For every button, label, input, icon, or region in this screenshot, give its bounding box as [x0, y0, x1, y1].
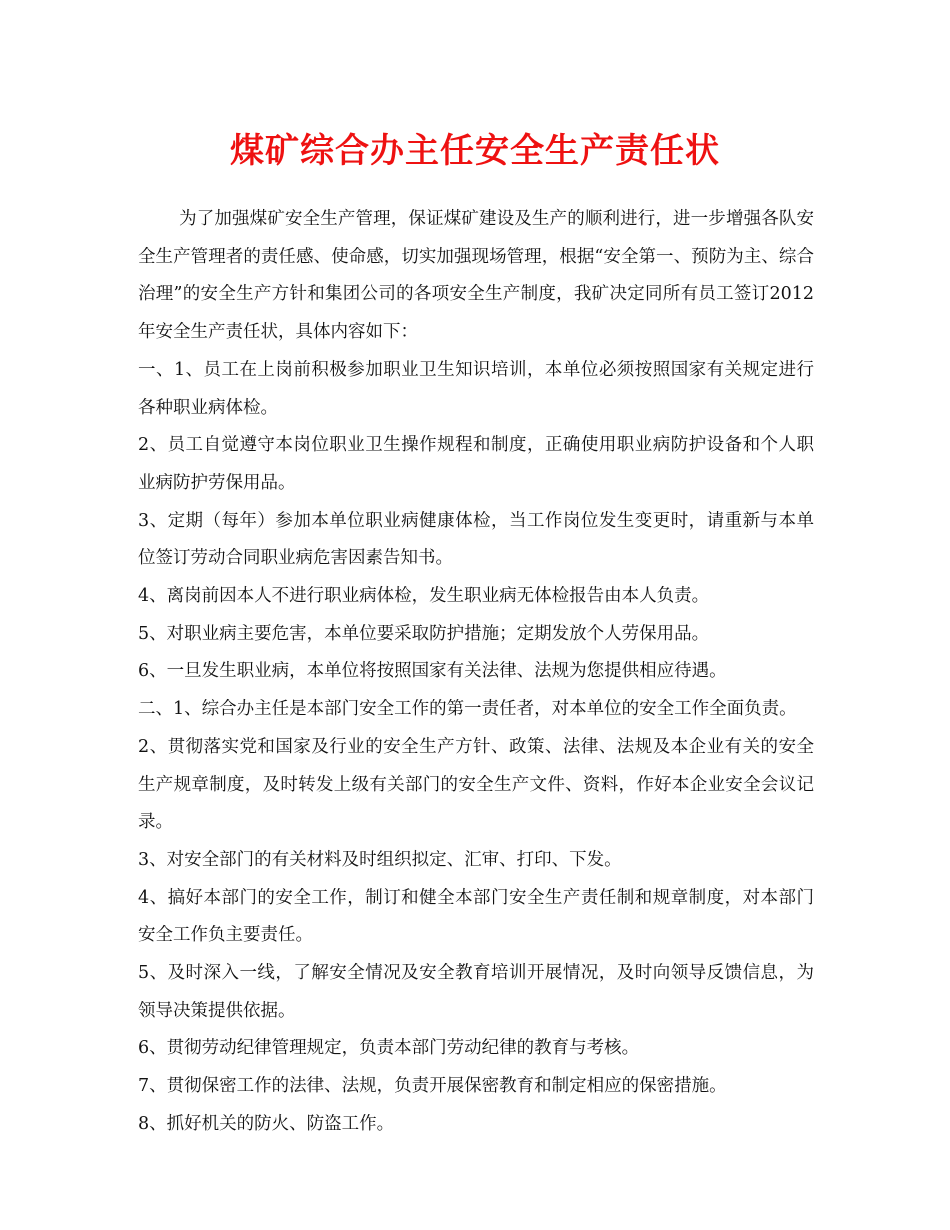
paragraph-section2-item2: 2、贯彻落实党和国家及行业的安全生产方针、政策、法律、法规及本企业有关的安全生产规章制度，及时转发上级有关部门的安全生产文件、资料，作好本企业安全会议记录。 — [138, 736, 814, 833]
paragraph-section2-item8: 8、抓好机关的防火、防盗工作。 — [138, 1113, 395, 1134]
paragraph-section1-item1: 一、1、员工在上岗前积极参加职业卫生知识培训，本单位必须按照国家有关规定进行各种职业病体检。 — [138, 359, 814, 418]
paragraph-section2-item1: 二、1、综合办主任是本部门安全工作的第一责任者，对本单位的安全工作全面负责。 — [138, 699, 797, 720]
paragraph-section2-item4: 4、搞好本部门的安全工作，制订和健全本部门安全生产责任制和规章制度，对本部门安全工作负主要责任。 — [138, 887, 814, 946]
paragraph-section2-item6: 6、贯彻劳动纪律管理规定，负责本部门劳动纪律的教育与考核。 — [138, 1038, 640, 1059]
paragraph-section1-item4: 4、离岗前因本人不进行职业病体检，发生职业病无体检报告由本人负责。 — [138, 586, 710, 607]
paragraph-section2-item7: 7、贯彻保密工作的法律、法规，负责开展保密教育和制定相应的保密措施。 — [138, 1076, 727, 1097]
document-title: 煤矿综合办主任安全生产责任状 — [230, 131, 720, 171]
paragraph-section1-item3: 3、定期（每年）参加本单位职业病健康体检，当工作岗位发生变更时，请重新与本单位签订劳动合同职业病危害因素告知书。 — [138, 510, 814, 569]
intro-paragraph: 为了加强煤矿安全生产管理，保证煤矿建设及生产的顺利进行，进一步增强各队安全生产管理者的责任感、使命感，切实加强现场管理，根据“安全第一、预防为主、综合治理”的安全生产方针和集团公司的各项安全生产制度，我矿决定同所有员工签订2012年安全生产责任状，具体内容如下： — [138, 209, 814, 343]
paragraph-section2-item3: 3、对安全部门的有关材料及时组织拟定、汇审、打印、下发。 — [138, 849, 622, 870]
paragraph-section1-item5: 5、对职业病主要危害，本单位要采取防护措施；定期发放个人劳保用品。 — [138, 623, 710, 644]
paragraph-section1-item2: 2、员工自觉遵守本岗位职业卫生操作规程和制度，正确使用职业病防护设备和个人职业病防护劳保用品。 — [138, 435, 814, 493]
document-body — [138, 201, 814, 1144]
paragraph-section1-item6: 6、一旦发生职业病，本单位将按照国家有关法律、法规为您提供相应待遇。 — [138, 661, 727, 682]
paragraph-section2-item5: 5、及时深入一线，了解安全情况及安全教育培训开展情况，及时向领导反馈信息，为领导决策提供依据。 — [138, 963, 814, 1021]
